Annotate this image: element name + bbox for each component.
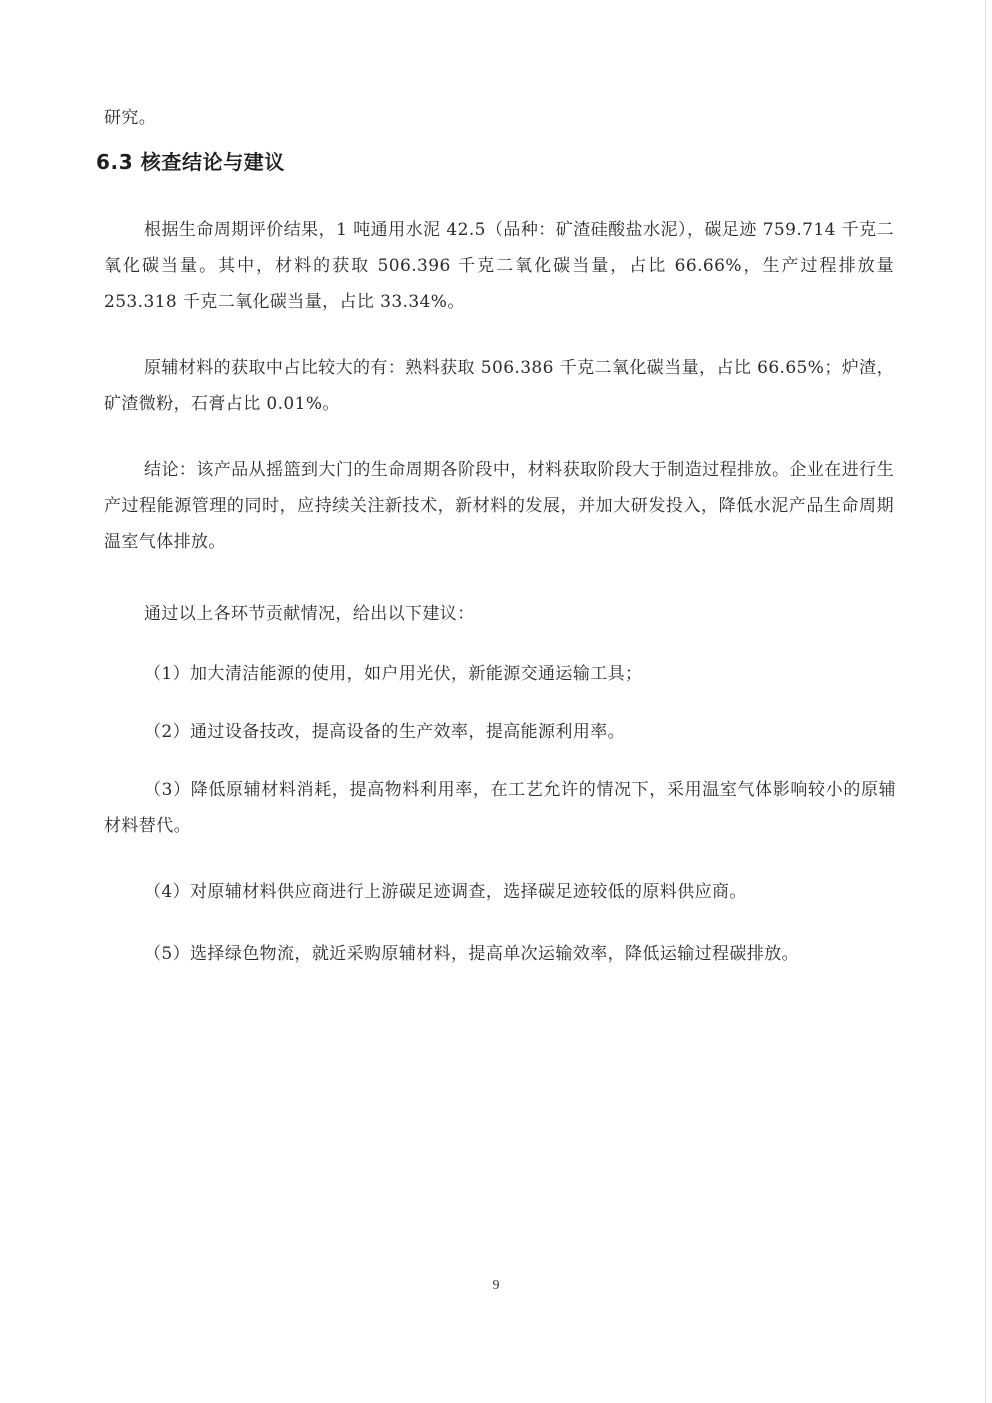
recommendation-item: （1）加大清洁能源的使用，如户用光伏，新能源交通运输工具；: [144, 664, 643, 684]
paragraph-conclusion: 结论：该产品从摇篮到大门的生命周期各阶段中，材料获取阶段大于制造过程排放。企业在进行生产过程能源管理的同时，应持续关注新技术，新材料的发展，并加大研发投入，降低水泥产品生命周期温室气体排放。: [104, 460, 894, 552]
continued-text: 研究。: [104, 108, 157, 128]
paragraph-recommendation-intro: 通过以上各环节贡献情况，给出以下建议：: [144, 604, 475, 624]
scan-edge-line: [985, 0, 986, 1403]
recommendation-item: （5）选择绿色物流，就近采购原辅材料，提高单次运输效率，降低运输过程碳排放。: [144, 944, 800, 964]
recommendation-item: （2）通过设备技改，提高设备的生产效率，提高能源利用率。: [144, 722, 626, 742]
recommendation-item: （4）对原辅材料供应商进行上游碳足迹调查，选择碳足迹较低的原料供应商。: [144, 882, 747, 902]
recommendation-item: （3）降低原辅材料消耗，提高物料利用率，在工艺允许的情况下，采用温室气体影响较小的原辅材料替代。: [104, 780, 896, 836]
paragraph-material-share: 原辅材料的获取中占比较大的有：熟料获取 506.386 千克二氧化碳当量，占比 66.65%；炉渣，矿渣微粉，石膏占比 0.01%。: [104, 358, 894, 414]
paragraph-lca-result: 根据生命周期评价结果，1 吨通用水泥 42.5（品种：矿渣硅酸盐水泥），碳足迹 759.714 千克二氧化碳当量。其中，材料的获取 506.396 千克二氧化碳当量，占比 66.66%，生产过程排放量 253.318 千克二氧化碳当量，占比 33.34%。: [104, 220, 894, 312]
section-heading: 6.3 核查结论与建议: [96, 150, 285, 174]
page-number: 9: [492, 1278, 500, 1293]
